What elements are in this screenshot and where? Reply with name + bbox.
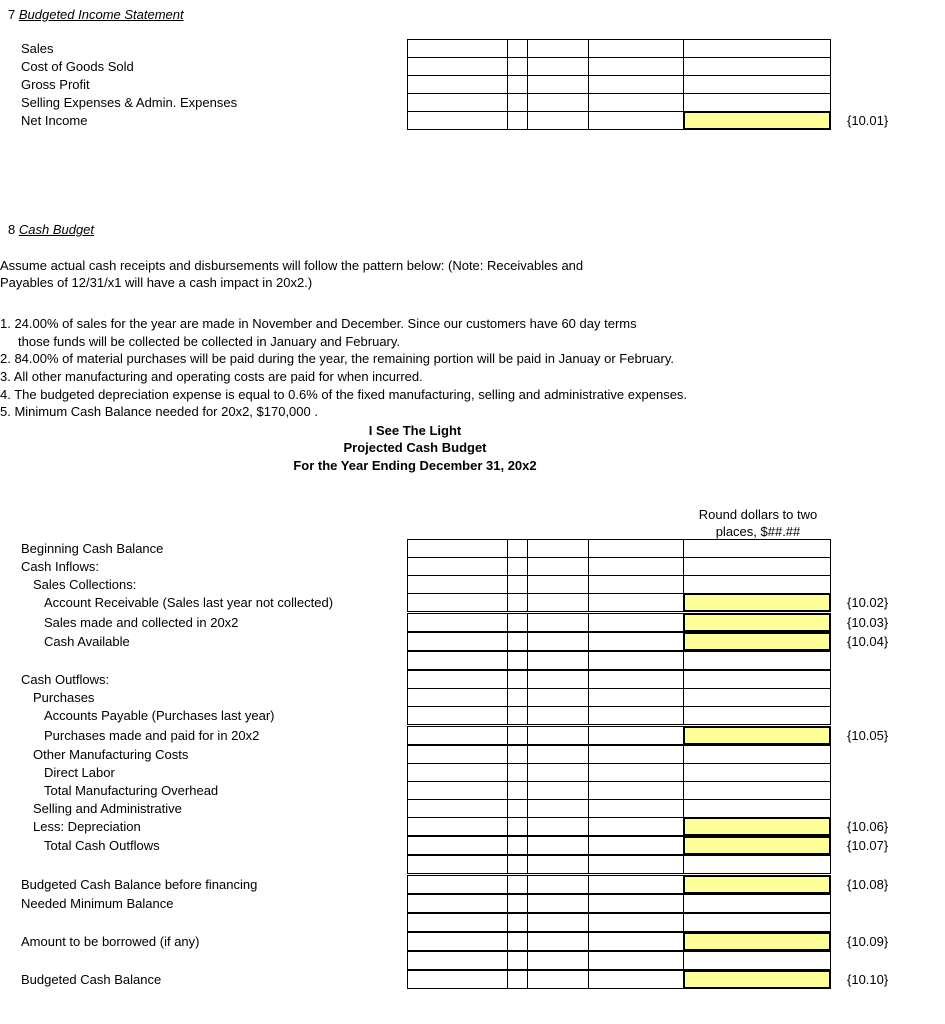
table-cell [407, 726, 509, 745]
table-cell [407, 75, 509, 94]
table-cell [527, 75, 590, 94]
table-cell [527, 539, 590, 558]
table-cell [527, 781, 590, 800]
answer-reference: {10.07} [847, 838, 889, 853]
table-cell [588, 632, 685, 651]
row-label: Amount to be borrowed (if any) [21, 934, 200, 949]
row-label: Sales made and collected in 20x2 [44, 615, 239, 630]
table-cell [683, 651, 831, 670]
answer-reference: {10.02} [847, 595, 889, 610]
table-row [407, 670, 831, 689]
answer-cell[interactable] [683, 817, 831, 836]
note-line: 3. All other manufacturing and operating costs are paid for when incurred. [0, 369, 423, 384]
table-cell [683, 745, 831, 764]
row-label: Cost of Goods Sold [21, 59, 134, 74]
table-row [407, 539, 831, 558]
round-note-line-1: Round dollars to two [698, 507, 818, 522]
row-label: Gross Profit [21, 77, 90, 92]
table-row [407, 557, 831, 576]
table-cell [407, 894, 509, 913]
row-label: Less: Depreciation [33, 819, 141, 834]
table-cell [407, 557, 509, 576]
table-cell [588, 688, 685, 707]
table-cell [407, 651, 509, 670]
table-row [407, 575, 831, 594]
row-label: Budgeted Cash Balance before financing [21, 877, 258, 892]
table-cell [507, 726, 529, 745]
table-cell [527, 575, 590, 594]
table-cell [683, 75, 831, 94]
table-row [407, 875, 831, 894]
table-cell [407, 836, 509, 855]
table-row [407, 593, 831, 612]
answer-cell[interactable] [683, 726, 831, 745]
table-cell [407, 575, 509, 594]
note-line: those funds will be collected be collected in January and February. [18, 334, 401, 349]
answer-cell[interactable] [683, 111, 831, 130]
row-label: Total Cash Outflows [44, 838, 160, 853]
table-cell [588, 817, 685, 836]
table-cell [407, 932, 509, 951]
table-cell [527, 593, 590, 612]
table-cell [683, 706, 831, 725]
table-cell [527, 57, 590, 76]
table-cell [527, 726, 590, 745]
table-cell [588, 575, 685, 594]
section-8-title: Cash Budget [18, 222, 95, 237]
table-cell [407, 39, 509, 58]
intro-line-2: Payables of 12/31/x1 will have a cash impact in 20x2.) [0, 275, 313, 290]
row-label: Selling Expenses & Admin. Expenses [21, 95, 238, 110]
answer-cell[interactable] [683, 875, 831, 894]
row-label: Cash Inflows: [21, 559, 100, 574]
table-cell [527, 970, 590, 989]
table-row [407, 613, 831, 632]
table-cell [507, 632, 529, 651]
table-cell [683, 894, 831, 913]
table-row [407, 632, 831, 651]
company-name: I See The Light [368, 423, 462, 438]
table-row [407, 932, 831, 951]
answer-cell[interactable] [683, 932, 831, 951]
table-cell [588, 951, 685, 970]
table-row [407, 913, 831, 932]
answer-reference: {10.01} [847, 113, 889, 128]
table-cell [527, 632, 590, 651]
table-cell [507, 557, 529, 576]
table-cell [407, 913, 509, 932]
table-row [407, 763, 831, 782]
table-cell [407, 875, 509, 894]
table-cell [683, 688, 831, 707]
section-8-heading [8, 222, 94, 237]
table-cell [527, 111, 590, 130]
table-cell [507, 688, 529, 707]
table-cell [588, 799, 685, 818]
round-note-line-2: places, $##.## [715, 524, 801, 539]
table-cell [588, 781, 685, 800]
table-cell [588, 913, 685, 932]
table-cell [407, 670, 509, 689]
table-cell [507, 651, 529, 670]
table-cell [507, 93, 529, 112]
answer-cell[interactable] [683, 836, 831, 855]
row-label: Accounts Payable (Purchases last year) [44, 708, 275, 723]
table-cell [588, 970, 685, 989]
table-cell [527, 799, 590, 818]
table-cell [588, 894, 685, 913]
table-cell [507, 670, 529, 689]
table-cell [527, 763, 590, 782]
table-cell [407, 781, 509, 800]
table-cell [507, 745, 529, 764]
table-row [407, 726, 831, 745]
table-cell [507, 875, 529, 894]
table-cell [588, 745, 685, 764]
table-cell [588, 836, 685, 855]
table-cell [527, 855, 590, 874]
table-cell [588, 706, 685, 725]
table-cell [507, 894, 529, 913]
table-cell [683, 539, 831, 558]
table-cell [683, 913, 831, 932]
table-cell [407, 951, 509, 970]
answer-cell[interactable] [683, 613, 831, 632]
table-cell [407, 706, 509, 725]
table-cell [588, 670, 685, 689]
table-cell [507, 855, 529, 874]
table-cell [588, 111, 685, 130]
table-cell [588, 75, 685, 94]
table-cell [527, 651, 590, 670]
table-row [407, 688, 831, 707]
table-cell [507, 817, 529, 836]
note-line: 5. Minimum Cash Balance needed for 20x2, $170,000 . [0, 404, 318, 419]
table-cell [507, 111, 529, 130]
report-title: Projected Cash Budget [343, 440, 487, 455]
table-cell [683, 670, 831, 689]
table-cell [588, 875, 685, 894]
answer-cell[interactable] [683, 593, 831, 612]
table-cell [507, 75, 529, 94]
table-cell [588, 57, 685, 76]
answer-reference: {10.10} [847, 972, 889, 987]
table-cell [407, 799, 509, 818]
table-cell [683, 557, 831, 576]
table-cell [527, 39, 590, 58]
table-cell [527, 875, 590, 894]
table-cell [588, 539, 685, 558]
table-cell [588, 726, 685, 745]
table-cell [407, 57, 509, 76]
table-cell [527, 836, 590, 855]
table-row [407, 799, 831, 818]
table-row [407, 93, 831, 112]
table-cell [507, 970, 529, 989]
intro-line-1: Assume actual cash receipts and disbursements will follow the pattern below: (Note: Receivables and [0, 258, 584, 273]
answer-reference: {10.05} [847, 728, 889, 743]
table-cell [588, 613, 685, 632]
table-cell [507, 763, 529, 782]
table-cell [407, 632, 509, 651]
note-line: 2. 84.00% of material purchases will be paid during the year, the remaining portion will be paid in Januay or February. [0, 351, 674, 366]
table-cell [527, 688, 590, 707]
row-label: Total Manufacturing Overhead [44, 783, 219, 798]
table-cell [527, 670, 590, 689]
table-cell [683, 855, 831, 874]
table-cell [527, 706, 590, 725]
table-cell [588, 557, 685, 576]
table-cell [407, 855, 509, 874]
row-label: Sales [21, 41, 54, 56]
row-label: Needed Minimum Balance [21, 896, 174, 911]
table-cell [507, 799, 529, 818]
table-row [407, 745, 831, 764]
table-cell [683, 781, 831, 800]
table-cell [407, 111, 509, 130]
table-cell [407, 763, 509, 782]
row-label: Sales Collections: [33, 577, 137, 592]
table-row [407, 651, 831, 670]
row-label: Direct Labor [44, 765, 115, 780]
table-row [407, 836, 831, 855]
answer-reference: {10.06} [847, 819, 889, 834]
row-label: Purchases [33, 690, 95, 705]
table-cell [407, 970, 509, 989]
note-line: 1. 24.00% of sales for the year are made in November and December. Since our customers have 60 day terms [0, 316, 637, 331]
table-row [407, 855, 831, 874]
row-label: Other Manufacturing Costs [33, 747, 189, 762]
table-cell [527, 894, 590, 913]
table-cell [527, 817, 590, 836]
table-cell [683, 39, 831, 58]
section-7-title: Budgeted Income Statement [18, 7, 184, 22]
table-cell [507, 575, 529, 594]
table-cell [507, 913, 529, 932]
table-cell [407, 817, 509, 836]
answer-cell[interactable] [683, 632, 831, 651]
table-cell [507, 613, 529, 632]
table-cell [527, 932, 590, 951]
table-row [407, 39, 831, 58]
table-row [407, 817, 831, 836]
row-label: Net Income [21, 113, 88, 128]
table-cell [527, 951, 590, 970]
answer-reference: {10.04} [847, 634, 889, 649]
table-cell [507, 781, 529, 800]
table-cell [507, 932, 529, 951]
table-cell [588, 93, 685, 112]
table-cell [507, 57, 529, 76]
table-row [407, 894, 831, 913]
table-row [407, 57, 831, 76]
table-cell [683, 799, 831, 818]
table-row [407, 706, 831, 725]
table-cell [407, 613, 509, 632]
table-cell [507, 706, 529, 725]
row-label: Account Receivable (Sales last year not collected) [44, 595, 334, 610]
row-label: Cash Available [44, 634, 130, 649]
row-label: Cash Outflows: [21, 672, 110, 687]
table-cell [527, 913, 590, 932]
table-cell [588, 932, 685, 951]
row-label: Beginning Cash Balance [21, 541, 164, 556]
report-period: For the Year Ending December 31, 20x2 [293, 458, 537, 473]
section-7-number: 7 [8, 7, 16, 22]
section-8-number: 8 [8, 222, 16, 237]
table-cell [683, 763, 831, 782]
table-cell [407, 593, 509, 612]
table-row [407, 111, 831, 130]
table-cell [588, 763, 685, 782]
table-cell [588, 855, 685, 874]
table-cell [683, 951, 831, 970]
table-cell [683, 575, 831, 594]
row-label: Budgeted Cash Balance [21, 972, 162, 987]
table-cell [507, 39, 529, 58]
table-cell [527, 745, 590, 764]
table-row [407, 781, 831, 800]
table-cell [407, 688, 509, 707]
table-cell [683, 93, 831, 112]
table-cell [527, 613, 590, 632]
table-cell [527, 93, 590, 112]
table-cell [527, 557, 590, 576]
table-cell [507, 593, 529, 612]
table-cell [507, 951, 529, 970]
note-line: 4. The budgeted depreciation expense is equal to 0.6% of the fixed manufacturing, selling and administrative expenses. [0, 387, 688, 402]
table-cell [588, 651, 685, 670]
row-label: Selling and Administrative [33, 801, 182, 816]
answer-reference: {10.08} [847, 877, 889, 892]
table-row [407, 75, 831, 94]
table-cell [588, 593, 685, 612]
table-row [407, 951, 831, 970]
table-cell [683, 57, 831, 76]
table-cell [507, 539, 529, 558]
answer-reference: {10.03} [847, 615, 889, 630]
table-cell [588, 39, 685, 58]
table-cell [507, 836, 529, 855]
table-cell [407, 539, 509, 558]
row-label: Purchases made and paid for in 20x2 [44, 728, 260, 743]
section-7-heading [8, 7, 184, 22]
table-cell [407, 745, 509, 764]
answer-cell[interactable] [683, 970, 831, 989]
table-row [407, 970, 831, 989]
table-cell [407, 93, 509, 112]
answer-reference: {10.09} [847, 934, 889, 949]
